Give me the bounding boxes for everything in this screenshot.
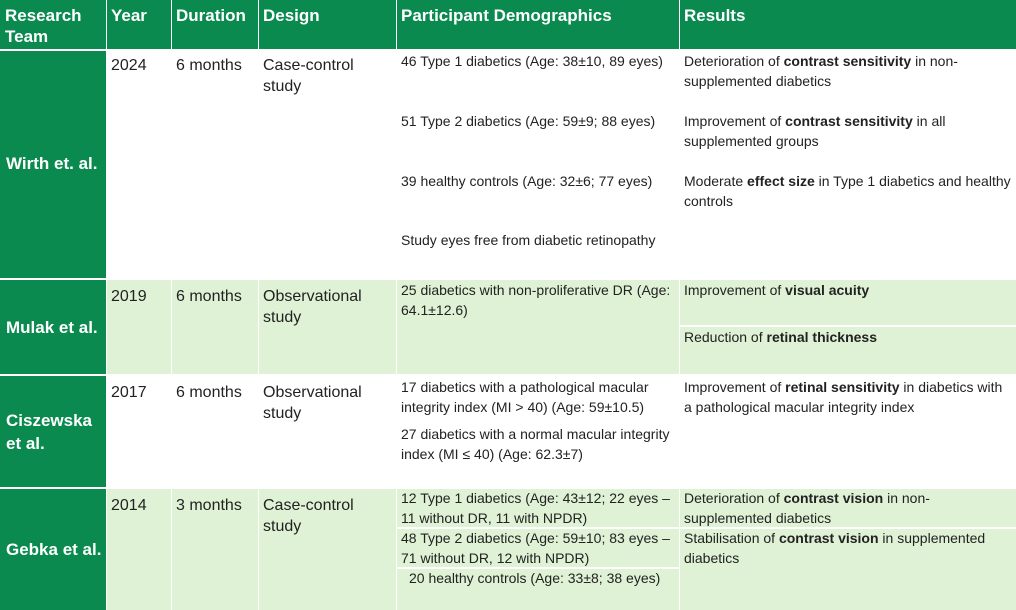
duration-cell: 6 months (176, 384, 242, 401)
header-design: Design (258, 0, 396, 49)
design-cell: Observational study (263, 384, 362, 422)
result-item: Improvement of visual acuity (684, 282, 870, 298)
demographic-item: 48 Type 2 diabetics (Age: 59±10; 83 eyes – 71 without DR, 12 with NPDR) (401, 530, 670, 566)
year-cell: 2024 (111, 57, 147, 74)
demographic-item: 46 Type 1 diabetics (Age: 38±10, 89 eyes) (401, 53, 663, 69)
design-cell: Case-control study (263, 57, 354, 95)
demographic-item: 17 diabetics with a pathological macular integrity index (MI > 40) (Age: 59±10.5) (401, 379, 649, 415)
year-cell: 2019 (111, 288, 147, 305)
row-divider (0, 487, 1016, 489)
year-cell: 2014 (111, 497, 147, 514)
result-item: Stabilisation of contrast vision in supplemented diabetics (684, 530, 986, 566)
column-divider (106, 0, 107, 610)
team-name: Wirth et. al. (6, 154, 98, 173)
row-divider (0, 49, 1016, 51)
column-divider (171, 0, 172, 610)
team-cell (0, 489, 106, 610)
result-item: Deterioration of contrast vision in non-supplemented diabetics (684, 490, 930, 526)
row-divider (396, 567, 679, 569)
result-item: Reduction of retinal thickness (684, 329, 877, 345)
demographic-item: 25 diabetics with non-proliferative DR (Age: 64.1±12.6) (401, 282, 671, 318)
demographic-item: Study eyes free from diabetic retinopathy (401, 232, 656, 248)
demographic-item: 27 diabetics with a normal macular integrity index (MI ≤ 40) (Age: 62.3±7) (401, 426, 670, 462)
demographic-item: 12 Type 1 diabetics (Age: 43±12; 22 eyes – 11 without DR, 11 with NPDR) (401, 490, 670, 526)
header-year: Year (106, 0, 171, 49)
column-divider (679, 0, 680, 610)
row-divider (0, 278, 1016, 280)
result-item: Improvement of retinal sensitivity in diabetics with a pathological macular integrity index (684, 379, 1003, 415)
team-cell (0, 376, 106, 487)
row-divider (679, 325, 1016, 327)
row-divider (396, 527, 1016, 529)
result-item: Moderate effect size in Type 1 diabetics and healthy controls (684, 173, 1011, 209)
team-cell (0, 280, 106, 374)
column-divider (396, 0, 397, 610)
design-cell: Observational study (263, 288, 362, 326)
header-research-team: Research Team (0, 0, 106, 49)
header-results: Results (679, 0, 1016, 49)
duration-cell: 6 months (176, 288, 242, 305)
duration-cell: 3 months (176, 497, 242, 514)
team-cell (0, 49, 106, 278)
result-item: Improvement of contrast sensitivity in all supplemented groups (684, 113, 946, 149)
team-name: Mulak et al. (6, 317, 98, 337)
row-divider (0, 374, 1016, 376)
team-name: Ciszewska et al. (6, 410, 92, 453)
column-divider (258, 0, 259, 610)
result-item: Deterioration of contrast sensitivity in non-supplemented diabetics (684, 53, 958, 89)
header-demographics: Participant Demographics (396, 0, 679, 49)
demographic-item: 20 healthy controls (Age: 33±8; 38 eyes) (409, 570, 661, 586)
duration-cell: 6 months (176, 57, 242, 74)
demographic-item: 51 Type 2 diabetics (Age: 59±9; 88 eyes) (401, 113, 656, 129)
demographic-item: 39 healthy controls (Age: 32±6; 77 eyes) (401, 173, 653, 189)
design-cell: Case-control study (263, 497, 354, 535)
header-duration: Duration (171, 0, 258, 49)
team-name: Gebka et al. (6, 540, 102, 559)
year-cell: 2017 (111, 384, 147, 401)
